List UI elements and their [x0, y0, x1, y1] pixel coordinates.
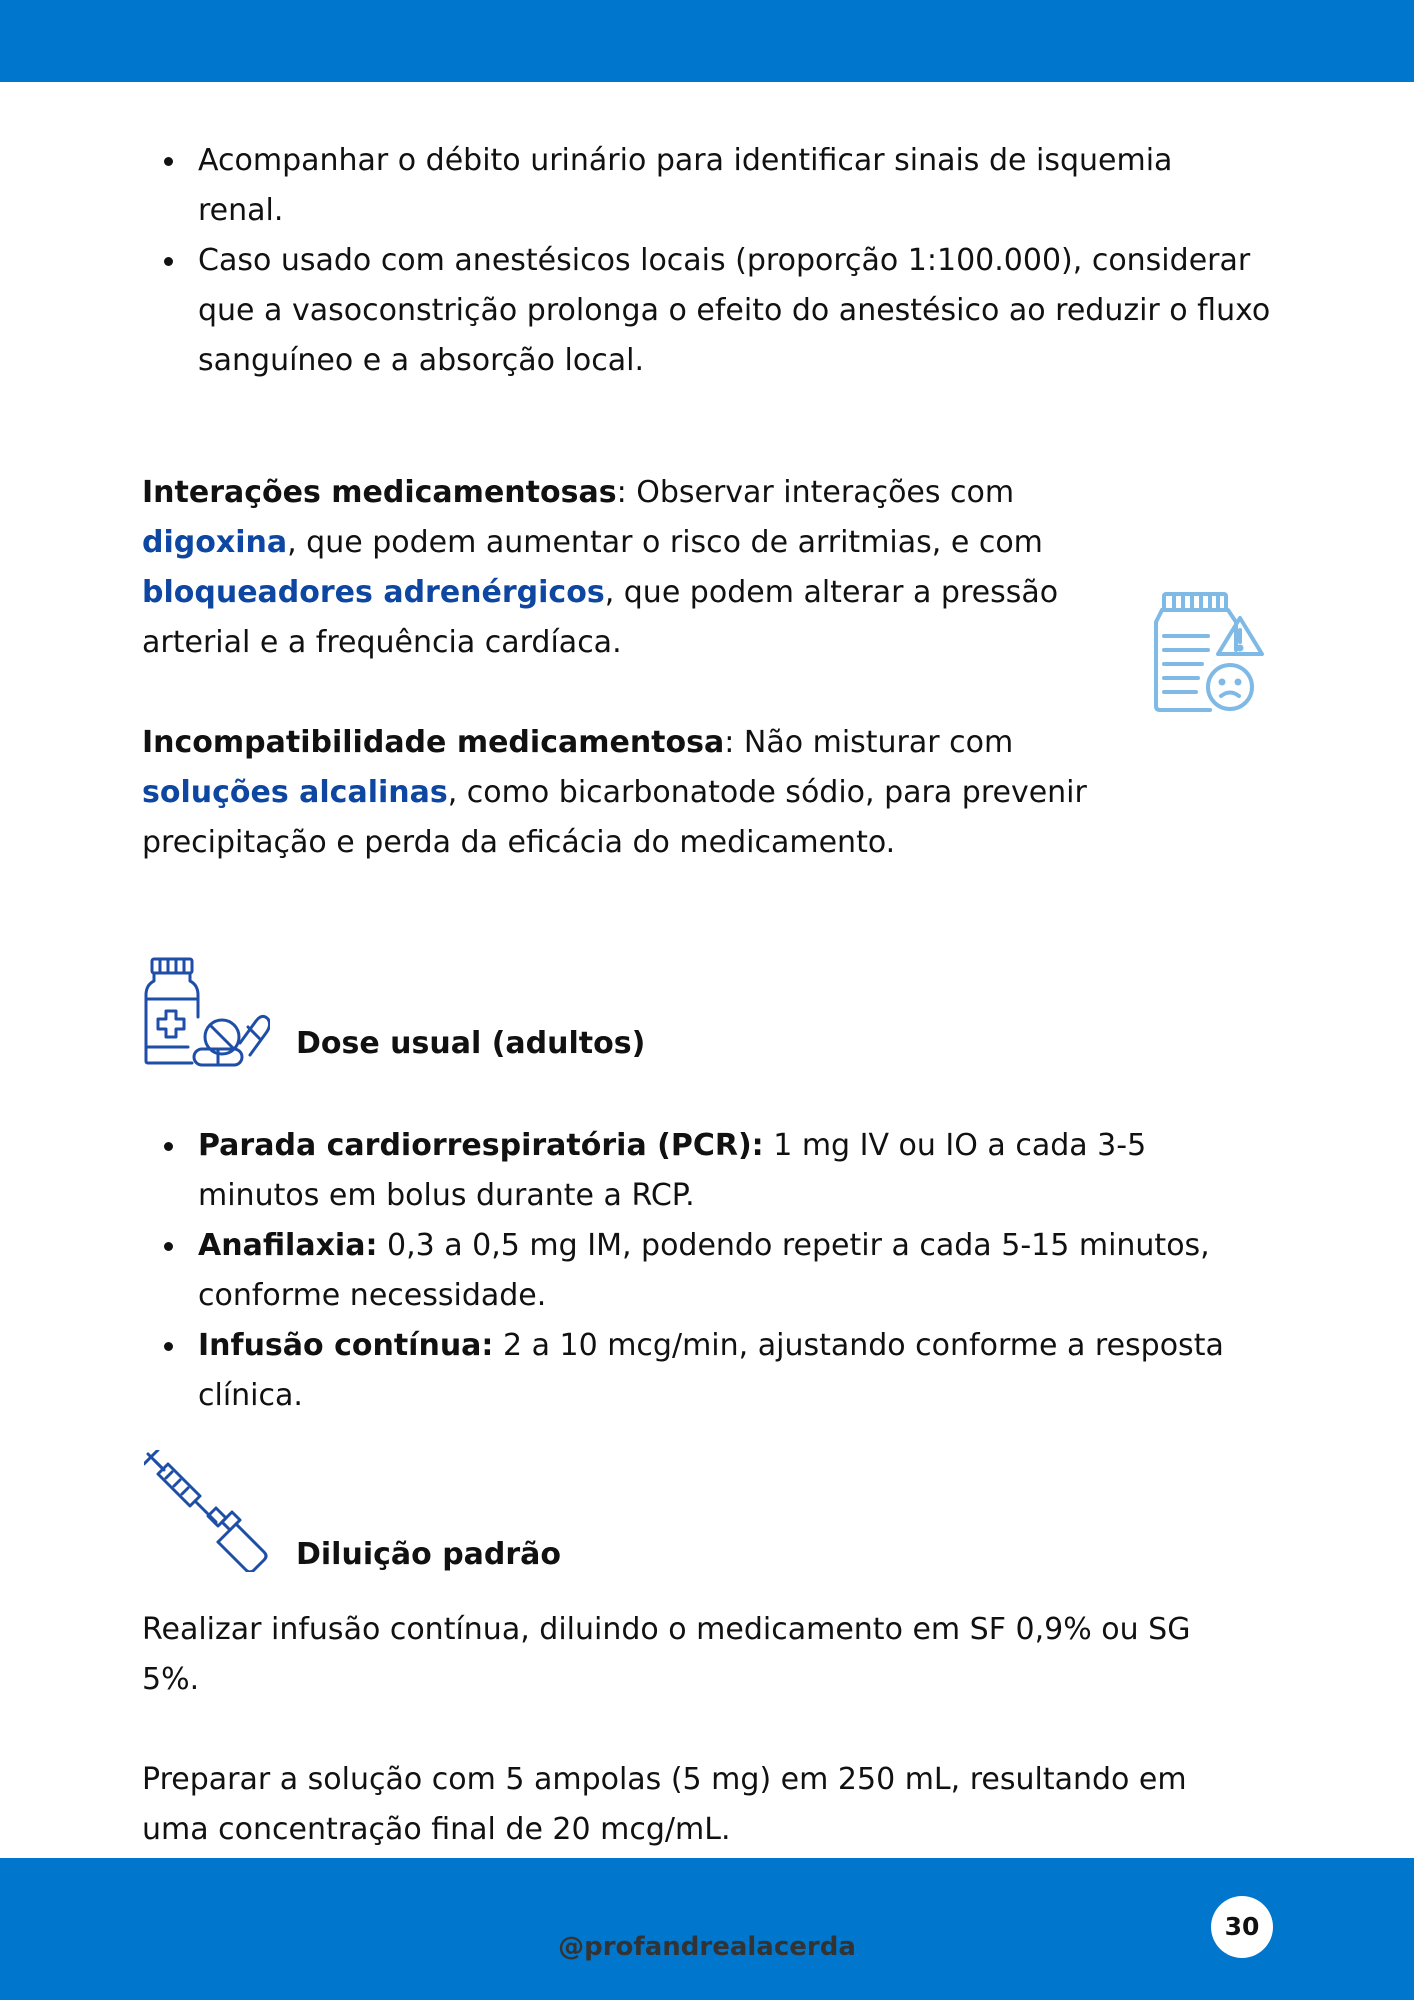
dose-item-text: 2 a 10 mcg/min, ajustando conforme a resposta clínica.	[198, 1328, 1224, 1413]
dose-item-text: 0,3 a 0,5 mg IM, podendo repetir a cada 5-15 minutos, conforme necessidade.	[198, 1228, 1210, 1313]
footer-bar	[0, 1858, 1414, 2000]
dilution-paragraph-1	[142, 1605, 1242, 1705]
dose-item-label: Infusão contínua:	[198, 1328, 494, 1363]
dose-item-text: 1 mg IV ou IO a cada 3-5 minutos em bolus durante a RCP.	[198, 1128, 1147, 1213]
highlight-bloqueadores: bloqueadores adrenérgicos	[142, 575, 605, 610]
list-item	[142, 1321, 1252, 1421]
page-number-badge: 30	[1211, 1896, 1273, 1958]
syringe-vial-icon	[144, 1450, 270, 1572]
list-item: Caso usado com anestésicos locais (proporção 1:100.000), considerar que a vasoconstrição prolonga o efeito do anestésico ao reduzir o fluxo sanguíneo e a absorção local.	[142, 236, 1272, 386]
dilution-heading: Diluição padrão	[296, 1537, 562, 1572]
header-bar	[0, 0, 1414, 82]
highlight-solucoes-alcalinas: soluções alcalinas	[142, 775, 448, 810]
incompatibility-text-2: , como bicarbonatode sódio, para prevenir precipitação e perda da eficácia do medicamento.	[142, 775, 1087, 860]
interactions-text-1: : Observar interações com	[616, 475, 1015, 510]
medicine-bottle-pills-icon	[144, 955, 270, 1067]
interactions-text-3: , que podem alterar a pressão arterial e a frequência cardíaca.	[142, 575, 1059, 660]
top-bullet-list	[142, 136, 1272, 386]
dilution-paragraph-2	[142, 1755, 1242, 1855]
interactions-label: Interações medicamentosas	[142, 475, 617, 510]
dose-heading: Dose usual (adultos)	[296, 1026, 646, 1061]
interactions-text-2: , que podem aumentar o risco de arritmias, e com	[287, 525, 1043, 560]
incompatibility-text-1: : Não misturar com	[724, 725, 1014, 760]
dilution-text-1: Realizar infusão contínua, diluindo o medicamento em SF 0,9% ou SG 5%.	[142, 1612, 1191, 1697]
list-item: Acompanhar o débito urinário para identificar sinais de isquemia renal.	[142, 136, 1222, 236]
incompatibility-label: Incompatibilidade medicamentosa	[142, 725, 725, 760]
top-bullet-section	[142, 136, 1272, 386]
incompatibility-paragraph	[142, 718, 1122, 868]
interactions-paragraph	[142, 468, 1092, 668]
dose-item-label: Anafilaxia:	[198, 1228, 378, 1263]
list-item	[142, 1221, 1242, 1321]
dose-item-label: Parada cardiorrespiratória (PCR):	[198, 1128, 764, 1163]
highlight-digoxina: digoxina	[142, 525, 288, 560]
dose-bullet-list	[142, 1121, 1272, 1421]
list-item	[142, 1121, 1272, 1221]
dilution-text-2: Preparar a solução com 5 ampolas (5 mg) em 250 mL, resultando em uma concentração final de 20 mcg/mL.	[142, 1762, 1187, 1847]
dose-section	[142, 1121, 1272, 1421]
medication-warning-icon	[1150, 590, 1270, 715]
footer-handle: @profandrealacerda	[558, 1932, 856, 1962]
